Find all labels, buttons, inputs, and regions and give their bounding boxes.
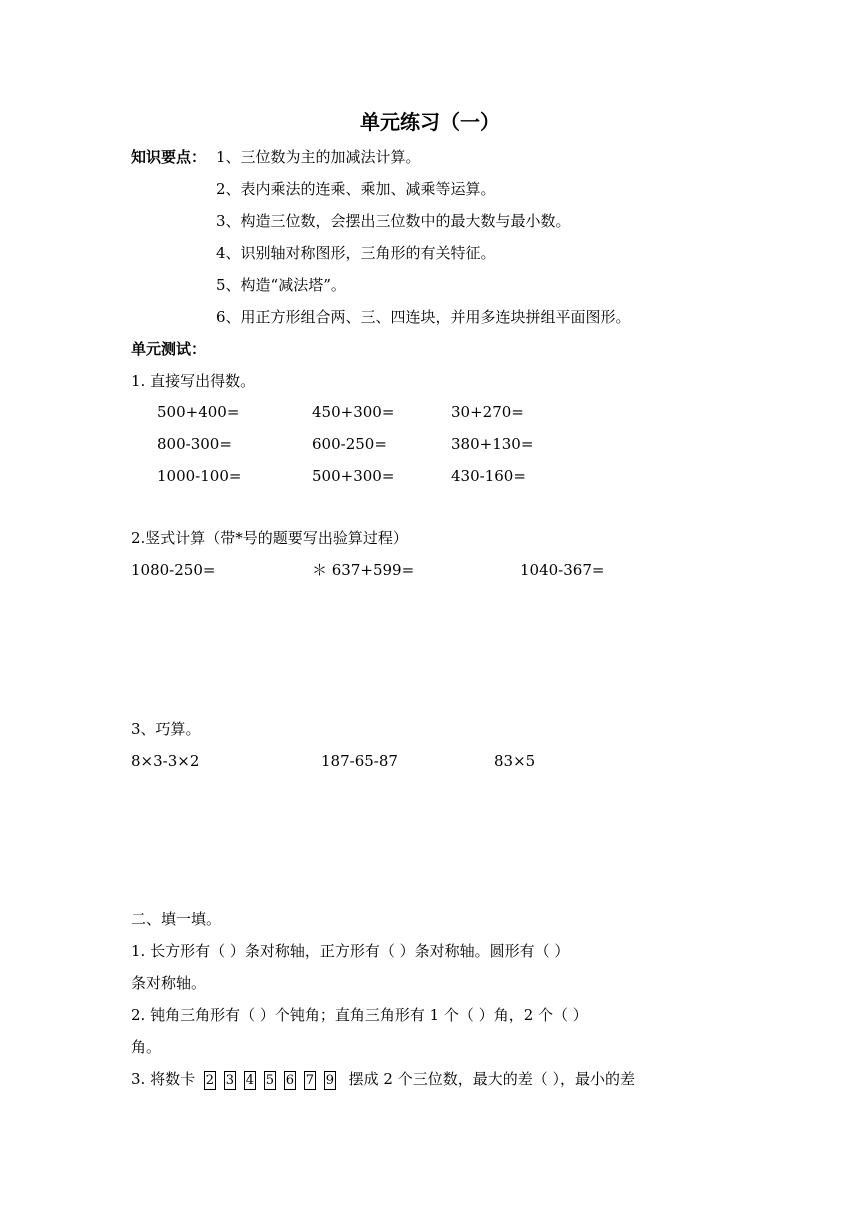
fill-q3-prefix: 3. 将数卡 [131,1070,196,1088]
number-cards [204,1069,344,1090]
number-card: 9 [325,1072,335,1088]
q1-item: 430-160= [451,467,526,485]
fill-q3-suffix: 摆成 2 个三位数，最大的差（ ），最小的差 [348,1070,636,1088]
number-card: 6 [285,1072,295,1088]
q3-item: 83×5 [494,752,536,770]
number-card: 4 [245,1072,255,1088]
knowledge-point-1: 1、三位数为主的加减法计算。 [216,148,421,166]
number-card: 5 [265,1072,275,1088]
knowledge-point-5: 5、构造“减法塔”。 [216,276,346,294]
section2-heading: 二、填一填。 [131,910,222,928]
q1-item: 500+300= [312,467,395,485]
knowledge-label: 知识要点： [131,148,207,166]
q2-item: 1080-250= [131,561,216,579]
unit-test-label: 单元测试： [131,340,207,358]
q1-item: 1000-100= [157,467,242,485]
number-card: 2 [205,1072,215,1088]
fill-q2-line2: 角。 [131,1038,162,1056]
number-card: 3 [225,1072,235,1088]
q1-heading: 1. 直接写出得数。 [131,372,256,390]
q2-item: 1040-367= [520,561,605,579]
knowledge-point-4: 4、识别轴对称图形，三角形的有关特征。 [216,244,496,262]
fill-q3-line [131,1069,635,1090]
q1-item: 500+400= [157,403,240,421]
q2-item: ＊ 637+599= [312,561,415,579]
q1-item: 380+130= [451,435,534,453]
q1-item: 600-250= [312,435,387,453]
q3-item: 8×3-3×2 [131,752,200,770]
knowledge-point-6: 6、用正方形组合两、三、四连块，并用多连块拼组平面图形。 [216,308,631,326]
q3-item: 187-65-87 [321,752,398,770]
fill-q2-line1: 2. 钝角三角形有（ ）个钝角；直角三角形有 1 个（ ）角，2 个（ ） [131,1006,588,1024]
q2-heading: 2.竖式计算（带*号的题要写出验算过程） [131,529,408,547]
knowledge-point-2: 2、表内乘法的连乘、乘加、减乘等运算。 [216,180,496,198]
knowledge-point-3: 3、构造三位数，会摆出三位数中的最大数与最小数。 [216,212,571,230]
fill-q1-line2: 条对称轴。 [131,974,207,992]
q1-item: 30+270= [451,403,524,421]
q3-heading: 3、巧算。 [131,720,201,738]
fill-q1-line1: 1. 长方形有（ ）条对称轴，正方形有（ ）条对称轴。圆形有（ ） [131,942,570,960]
page-title: 单元练习（一） [360,110,500,134]
number-card: 7 [305,1072,315,1088]
q1-item: 800-300= [157,435,232,453]
q1-item: 450+300= [312,403,395,421]
